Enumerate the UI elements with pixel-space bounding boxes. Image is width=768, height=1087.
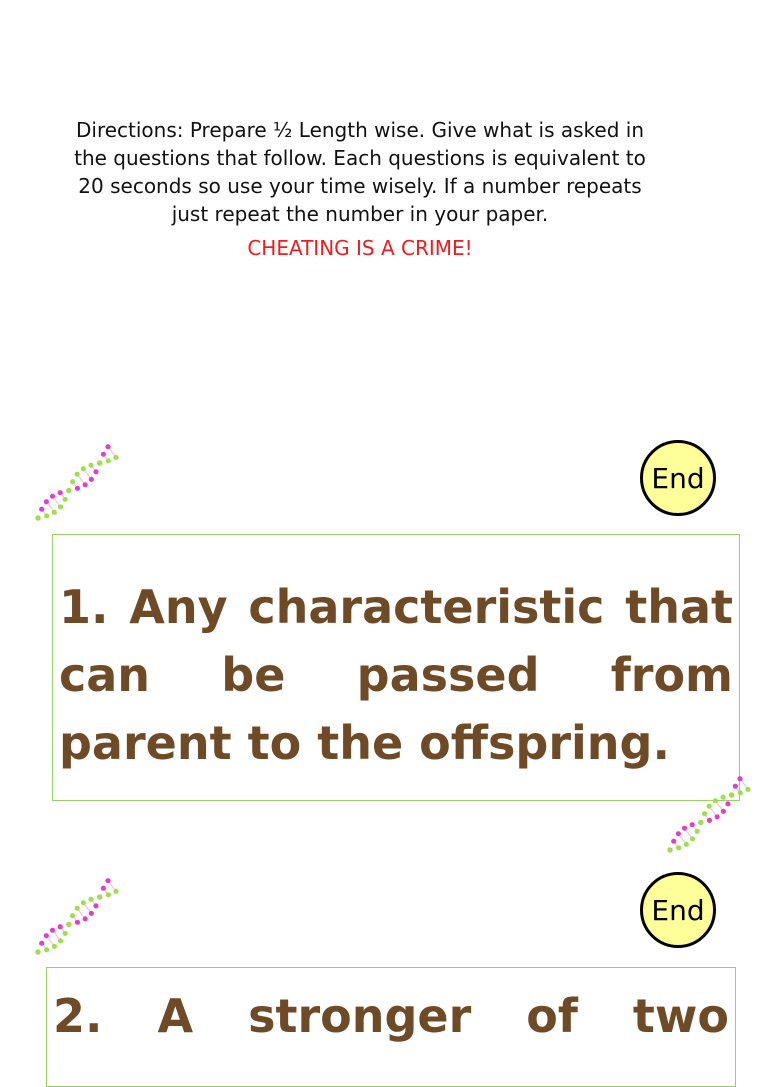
dna-dot [70,913,75,918]
dna-dot [39,507,44,512]
end-button[interactable]: End [640,872,716,948]
dna-dot [89,911,94,916]
dna-dot [75,906,80,911]
dna-dot [113,889,118,894]
dna-dot [106,458,111,463]
dna-dot [39,941,44,946]
dna-dot [58,924,63,929]
dna-dot [44,947,49,952]
dna-dot [682,826,687,831]
dna-dot [729,792,734,797]
dna-dot [58,938,63,943]
dna-dot [70,479,75,484]
dna-dot [725,801,730,806]
dna-dot [35,949,40,954]
dna-helix-icon [30,874,120,964]
dna-dot [113,455,118,460]
dna-dot [63,497,68,502]
dna-dot [105,878,110,883]
dna-dot [690,836,695,841]
directions-line: just repeat the number in your paper. [171,202,549,226]
dna-dot [83,916,88,921]
dna-dot [690,822,695,827]
dna-dot [676,831,681,836]
dna-dot [93,903,98,908]
dna-dot [58,490,63,495]
dna-dot [93,469,98,474]
dna-dot [52,510,57,515]
dna-dot [715,814,720,819]
question-card [52,534,740,801]
dna-dot [738,790,743,795]
end-button[interactable]: End [640,440,716,516]
dna-dot [50,494,55,499]
dna-dot [44,513,49,518]
dna-dot [66,922,71,927]
dna-helix-icon [662,772,752,862]
dna-dot [101,452,106,457]
dna-dot [707,818,712,823]
dna-dot [97,894,102,899]
dna-dot [81,900,86,905]
dna-dot [695,829,700,834]
directions-line: the questions that follow. Each questions is equivalent to [74,146,646,170]
question-text: 2. A stronger of two [53,989,729,1043]
dna-dot [58,504,63,509]
dna-dot [88,463,93,468]
dna-dot [671,839,676,844]
dna-dot [698,820,703,825]
dna-dot [75,486,80,491]
dna-dot [52,944,57,949]
dna-dot [97,460,102,465]
question-text: 1. Any characteristic that can be passed from parent to the offspring. [59,580,733,770]
dna-dot [106,892,111,897]
dna-dot [702,811,707,816]
dna-dot [676,845,681,850]
dna-dot [721,809,726,814]
cheating-warning: CHEATING IS A CRIME! [247,236,473,260]
dna-dot [44,499,49,504]
question-card [46,967,736,1087]
dna-dot [713,798,718,803]
dna-dot [737,776,742,781]
dna-dot [745,787,750,792]
directions-line: 20 seconds so use your time wisely. If a number repeats [78,174,642,198]
directions-text [60,116,660,228]
dna-dot [684,842,689,847]
dna-dot [35,515,40,520]
dna-dot [63,931,68,936]
dna-dot [101,886,106,891]
dna-dot [105,444,110,449]
dna-dot [83,482,88,487]
dna-dot [88,897,93,902]
dna-dot [89,477,94,482]
dna-dot [44,933,49,938]
dna-dot [75,920,80,925]
dna-dot [733,784,738,789]
directions-line: Directions: Prepare ½ Length wise. Give what is asked in [75,118,644,142]
dna-dot [50,928,55,933]
dna-dot [66,488,71,493]
dna-dot [75,472,80,477]
dna-dot [720,795,725,800]
dna-dot [667,847,672,852]
dna-helix-icon [30,440,120,530]
dna-dot [81,466,86,471]
dna-dot [707,804,712,809]
